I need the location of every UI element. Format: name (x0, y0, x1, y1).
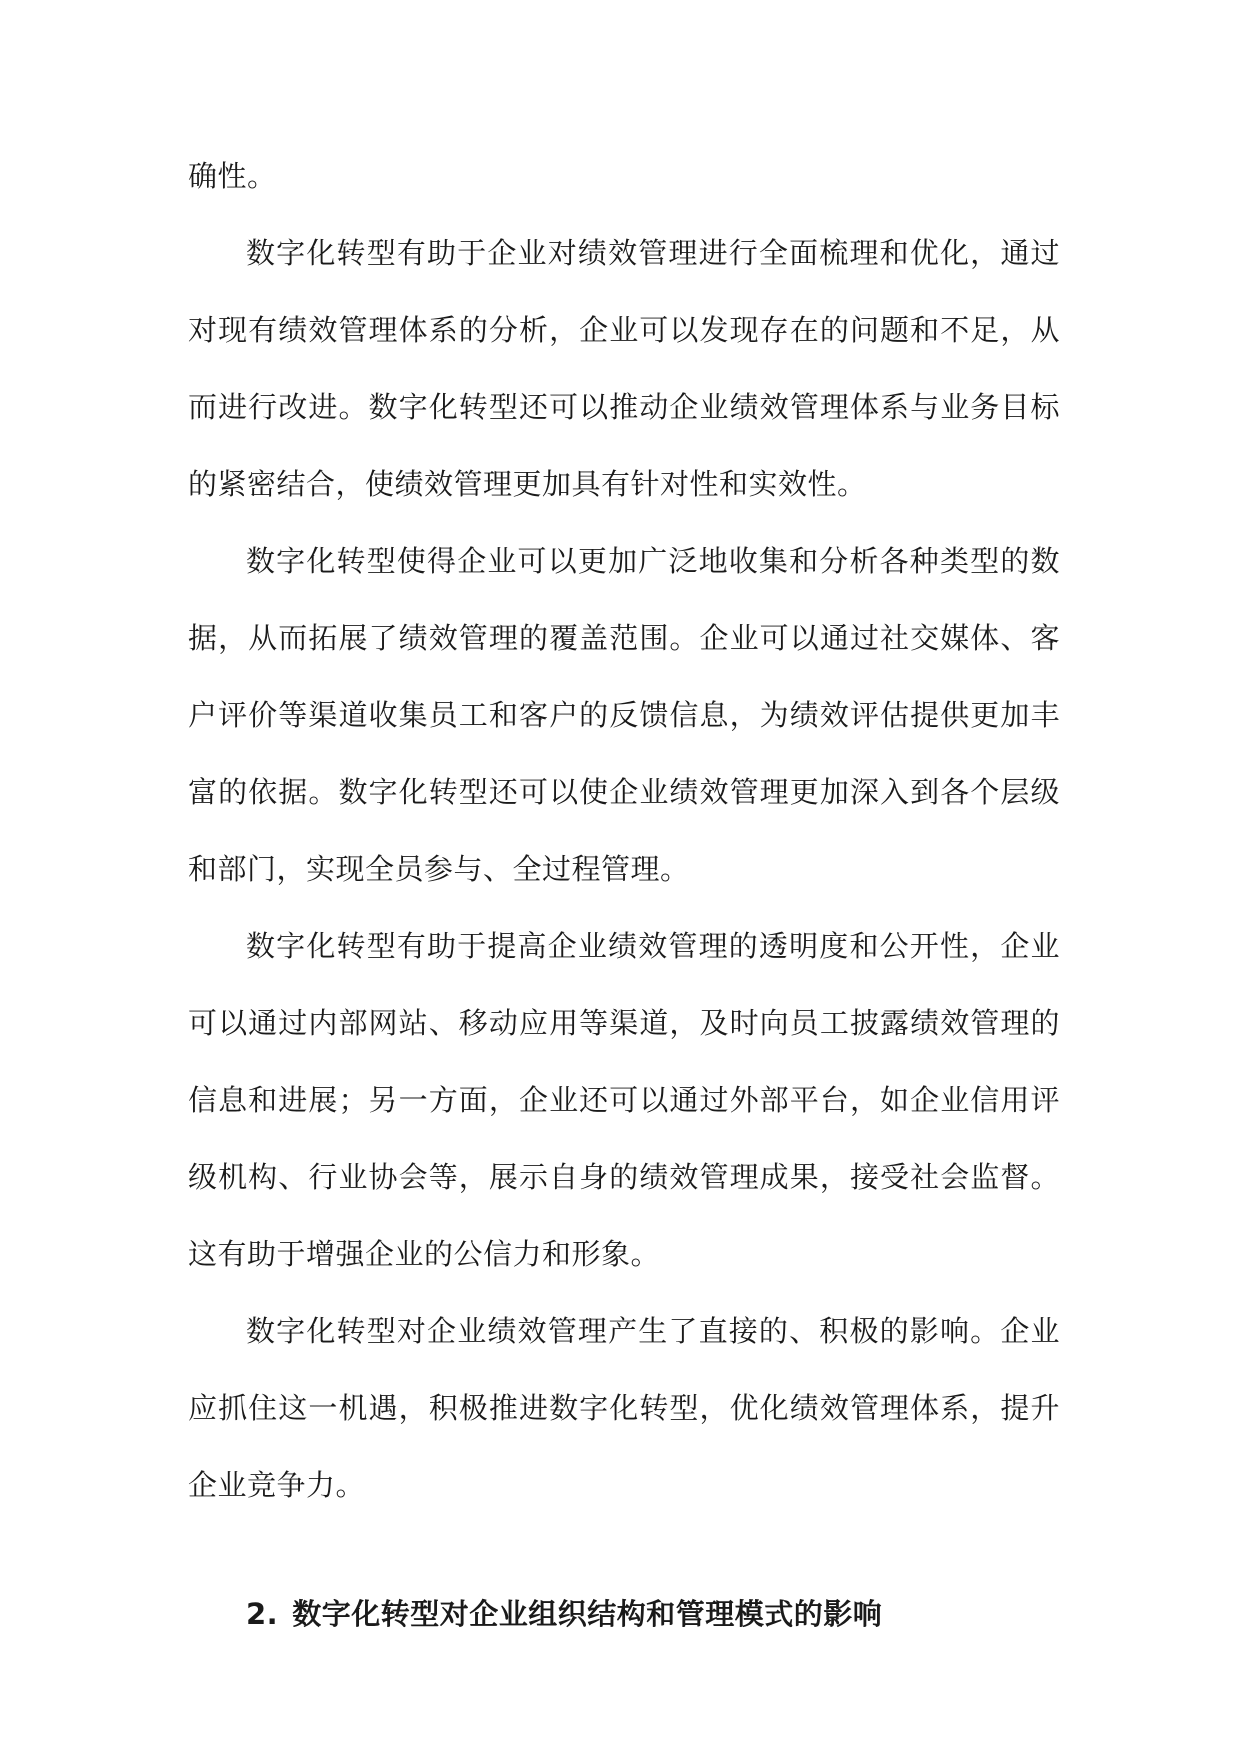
paragraph-conclusion: 数字化转型对企业绩效管理产生了直接的、积极的影响。企业应抓住这一机遇，积极推进数字化转型，优化绩效管理体系，提升企业竞争力。 (188, 1314, 1060, 1502)
paragraph-optimization: 数字化转型有助于企业对绩效管理进行全面梳理和优化，通过对现有绩效管理体系的分析，企业可以发现存在的问题和不足，从而进行改进。数字化转型还可以推动企业绩效管理体系与业务目标的紧密结合，使绩效管理更加具有针对性和实效性。 (188, 236, 1060, 501)
section-heading-number: 2. (246, 1597, 279, 1631)
paragraph-continuation: 确性。 (188, 159, 277, 193)
paragraph-data-collection: 数字化转型使得企业可以更加广泛地收集和分析各种类型的数据，从而拓展了绩效管理的覆盖范围。企业可以通过社交媒体、客户评价等渠道收集员工和客户的反馈信息，为绩效评估提供更加丰富的依据。数字化转型还可以使企业绩效管理更加深入到各个层级和部门，实现全员参与、全过程管理。 (188, 544, 1060, 886)
section-heading (188, 1576, 1060, 1653)
document-page (188, 138, 1060, 1653)
section-heading-text: 数字化转型对企业组织结构和管理模式的影响 (292, 1597, 883, 1631)
paragraph-transparency: 数字化转型有助于提高企业绩效管理的透明度和公开性，企业可以通过内部网站、移动应用等渠道，及时向员工披露绩效管理的信息和进展；另一方面，企业还可以通过外部平台，如企业信用评级机构、行业协会等，展示自身的绩效管理成果，接受社会监督。这有助于增强企业的公信力和形象。 (188, 929, 1060, 1271)
